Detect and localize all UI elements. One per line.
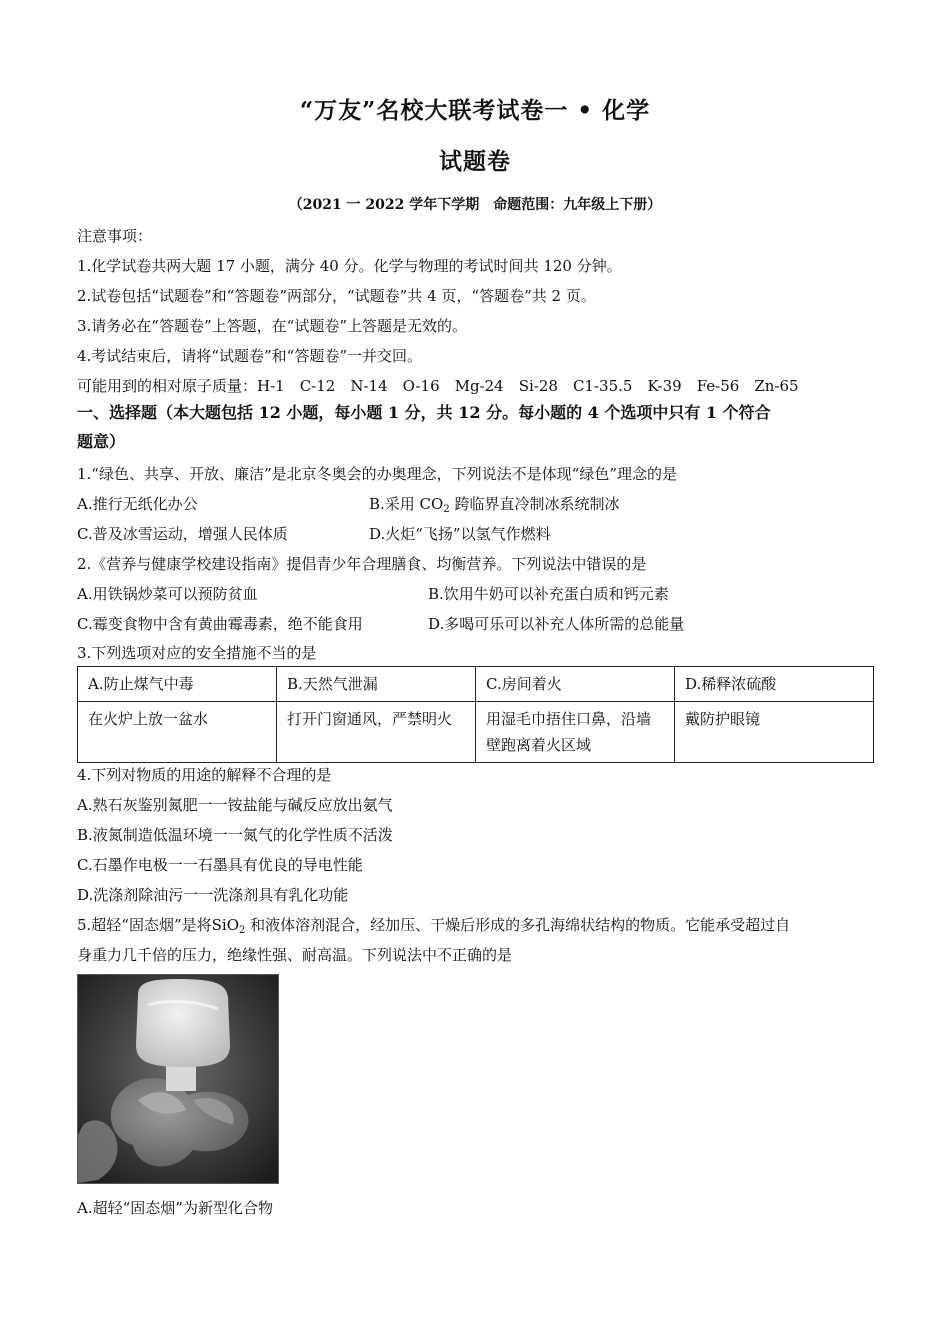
section-heading: 一、选择题（本大题包括 12 小题，每小题 1 分，共 12 分。每小题的 4 个选项中只有 1 个符合 [77,403,771,422]
table-cell: 在火炉上放一盆水 [78,702,277,763]
exam-scope: （2021 一 2022 学年下学期 命题范围：九年级上下册） [288,197,662,213]
question-4-stem: 4.下列对物质的用途的解释不合理的是 [77,766,332,784]
exam-subtitle: 试题卷 [439,148,511,175]
table-header-cell: D.稀释浓硫酸 [675,667,874,702]
table-cell: 戴防护眼镜 [675,702,874,763]
question-5-stem: 5.超轻“固态烟”是将SiO$_2$ 和液体溶剂混合，经加压、干燥后形成的多孔海绵状结构的物质。它能承受超过自 [77,916,791,936]
note-item: 3.请务必在“答题卷”上答题，在“试题卷”上答题是无效的。 [77,317,467,335]
exam-title: “万友”名校大联考试卷一 • 化学 [299,97,651,124]
safety-table [77,666,874,763]
question-4-option-c: C.石墨作电极一一石墨具有优良的导电性能 [77,856,363,874]
table-cell: 打开门窗通风，严禁明火 [277,702,476,763]
question-1-option-c: C.普及冰雪运动，增强人民体质 [77,525,288,543]
question-1-option-d: D.火炬“飞扬”以氢气作燃料 [369,525,551,543]
table-cell: 用湿毛巾捂住口鼻，沿墙壁跑离着火区域 [476,702,675,763]
note-item: 4.考试结束后，请将“试题卷”和“答题卷”一并交回。 [77,347,422,365]
section-heading-cont: 题意） [77,432,126,451]
notes-heading: 注意事项： [77,227,153,245]
question-2-option-a: A.用铁锅炒菜可以预防贫血 [77,585,258,603]
note-item: 1.化学试卷共两大题 17 小题，满分 40 分。化学与物理的考试时间共 120 分钟。 [77,257,622,275]
question-5-option-a: A.超轻“固态烟”为新型化合物 [77,1199,273,1217]
solid-smoke-illustration [78,975,278,1183]
question-1-stem: 1.“绿色、共享、开放、廉洁”是北京冬奥会的办奥理念，下列说法不是体现“绿色”理念的是 [77,465,677,483]
note-item: 2.试卷包括“试题卷”和“答题卷”两部分，“试题卷”共 4 页，“答题卷”共 2 页。 [77,287,596,305]
question-2-option-d: D.多喝可乐可以补充人体所需的总能量 [428,615,685,633]
question-2-option-c: C.霉变食物中含有黄曲霉毒素，绝不能食用 [77,615,363,633]
question-2-stem: 2.《营养与健康学校建设指南》提倡青少年合理膳食、均衡营养。下列说法中错误的是 [77,555,647,573]
table-row [78,702,874,763]
question-4-option-d: D.洗涤剂除油污一一洗涤剂具有乳化功能 [77,886,349,904]
question-2-option-b: B.饮用牛奶可以补充蛋白质和钙元素 [428,585,669,603]
table-header-row [78,667,874,702]
question-4-option-b: B.液氮制造低温环境一一氮气的化学性质不活泼 [77,826,393,844]
question-5-stem-cont: 身重力几千倍的压力，绝缘性强、耐高温。下列说法中不正确的是 [77,946,513,964]
question-3-stem: 3.下列选项对应的安全措施不当的是 [77,644,317,662]
table-header-cell: B.天然气泄漏 [277,667,476,702]
question-1-option-a: A.推行无纸化办公 [77,495,198,513]
solid-smoke-photo [77,974,279,1184]
atomic-masses: 可能用到的相对原子质量：H-1 C-12 N-14 O-16 Mg-24 Si-28 C1-35.5 K-39 Fe-56 Zn-65 [77,377,799,395]
table-header-cell: C.房间着火 [476,667,675,702]
question-1-option-b: B.采用 $CO_2$ 跨临界直冷制冰系统制冰 [369,495,620,515]
table-header-cell: A.防止煤气中毒 [78,667,277,702]
question-4-option-a: A.熟石灰鉴别氮肥一一铵盐能与碱反应放出氨气 [77,796,393,814]
